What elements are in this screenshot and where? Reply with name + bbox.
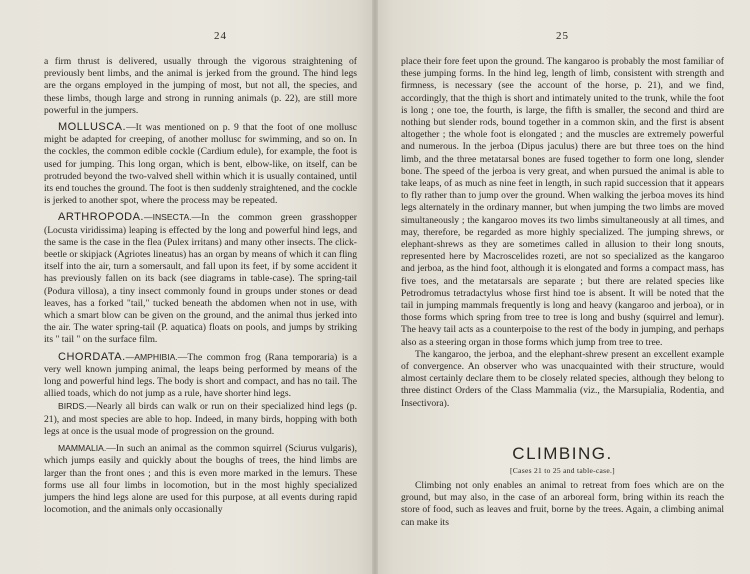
section-caption-cases: [Cases 21 to 25 and table-case.]	[510, 465, 615, 475]
text-mollusca: —It was mentioned on p. 9 that the foot of one mollusc might be adapted for creeping, of another mollusc for swimming, and so on. In the cockles, the common edible cockle (Cardium edule), for example, the foot is used for jumping. This long organ, which is bent, elbow-like, on itself, can be protruded beyond the two-valved shell within which it is usually contained, until its end touches the ground. The foot is then suddenly straightened, and the cockle is jerked to another spot, where the process may be repeated.	[44, 122, 357, 207]
text-mammalia: —In such an animal as the common squirrel (Sciurus vulgaris), which jumps easily and quickly about the boughs of trees, the hind limbs are larger than the front ones ; and this is even more marked in the lemurs. These forms use all four limbs in locomotion, but in the most highly specialized jumpers the hind legs alone are used for this purpose, at all events during rapid locomotion, and the animals only occasionally	[44, 443, 357, 516]
paragraph-chordata	[44, 351, 357, 401]
paragraph-convergence: The kangaroo, the jerboa, and the elephant-shrew present an excellent example of convergence. An observer who was unacquainted with their structure, would almost certainly declare them to be closely related species, although they belong to three distinct Orders of the Class Mammalia (viz., the Marsupialia, Rodentia, and Insectivora).	[401, 348, 724, 409]
subheading-amphibia: —AMPHIBIA.	[125, 351, 178, 362]
paragraph-jumping-intro: a firm thrust is delivered, usually through the vigorous straightening of previously bent limbs, and the animal is jerked from the ground. The hind legs are the organs employed in the jumping of most, but not all, the species, and these limbs, though large and strong in running animals (p. 22), are still more powerful in the jumpers.	[44, 56, 357, 116]
text-arthropoda: —In the common green grasshopper (Locusta viridissima) leaping is effected by the long and powerful hind legs, and the same is the case in the flea (Pulex irritans) and many other insects. The click-beetle or skipjack (Agriotes lineatus) has an organ by means of which it can fling itself into the air, turn a somersault, and fall upon its feet, if by some accident it has previously fallen on its back (see diagrams in table-case). The spring-tail (Podura villosa), a tiny insect commonly found in groups under stones or dead leaves, has a forked "tail," tucked beneath the abdomen when not in use, with which a smart blow can be given on the ground, and the animal thus jerked into the air. The water spring-tail (P. aquatica) floats on pools, and jumps by striking its " tail " on the surface film.	[44, 212, 357, 346]
paragraph-mammalia	[44, 442, 357, 516]
heading-arthropoda: ARTHROPODA.	[58, 211, 144, 224]
book-gutter	[372, 0, 378, 574]
subheading-insecta: —INSECTA.	[143, 212, 192, 223]
heading-mollusca: MOLLUSCA.	[58, 121, 127, 134]
right-page	[375, 0, 750, 574]
text-birds: —Nearly all birds can walk or run on their specialized hind legs (p. 21), and most species are able to hop. Indeed, in many birds, hopping with both legs at once is the usual mode of progression on the ground.	[44, 401, 357, 437]
page-number-left: 24	[214, 30, 227, 42]
heading-chordata: CHORDATA.	[58, 350, 126, 363]
subheading-birds: BIRDS.	[58, 401, 87, 412]
paragraph-climbing: Climbing not only enables an animal to retreat from foes which are on the ground, but may also, in the case of an arboreal form, bring within its reach the store of food, such as leaves and fruit, borne by the trees. Again, a climbing animal can make its	[401, 479, 724, 528]
paragraph-mollusca	[44, 121, 357, 207]
section-title-climbing: CLIMBING.	[512, 443, 613, 463]
paragraph-birds	[44, 400, 357, 438]
paragraph-kangaroo: place their fore feet upon the ground. The kangaroo is probably the most familiar of these jumping forms. In the hind leg, length of limb, consistent with strength and firmness, is necessary (see the account of the horse, p. 21), and we find, accordingly, that the thigh is short and intimately united to the trunk, while the foot is long ; one toe, the fourth, is large, the fifth is smaller, the second and third are nothing but slender rods, bound together in a common skin, and the first is absent altogether ; the whole foot is elongated ; and the muscles are extremely powerful and numerous. In the jerboa (Dipus jaculus) there are but three toes on the hind limb, and the three metatarsal bones are fused together to form one long, slender bone. The speed of the jerboa is very great, and when pursued the animal is able to take leaps, of as much as nine feet in length, in such rapid succession that it appears to fly rather than to jump over the ground. When walking the jerboa moves its hind legs alternately in the ordinary manner, but when jumping the two limbs are moved simultaneously ; the kangaroo moves its two limbs simultaneously at all times, and may, therefore, be regarded as more highly specialized. The jumping shrews, or elephant-shrews as they are sometimes called in allusion to their long snouts, represented here by Macroscelides rozeti, are not so specialized as the kangaroo and jerboa, as the hind foot, although it is elongated and forms a compact mass, has five toes, and the metatarsals are separate ; but there are related species like Petrodromus tetradactylus whose first hind toe is absent. It will be noted that the tail in jumping mammals frequently is long and heavy (kangaroo and jerboa), or in those forms which spring from tree to tree is long and bushy (squirrel and lemur). The heavy tail acts as a counterpoise to the rest of the body in jumping, and perhaps also as a steering organ in those forms which jump from tree to tree.	[401, 56, 724, 348]
paragraph-arthropoda	[44, 211, 357, 346]
text-chordata: —The common frog (Rana temporaria) is a very well known jumping animal, the leaps being performed by means of the long and powerful hind legs. The body is short and compact, and has no tail. The allied toads, which do not jump as a rule, have shorter hind legs.	[44, 351, 357, 400]
subheading-mammalia: MAMMALIA.	[58, 443, 107, 454]
page-number-right: 25	[556, 30, 569, 42]
